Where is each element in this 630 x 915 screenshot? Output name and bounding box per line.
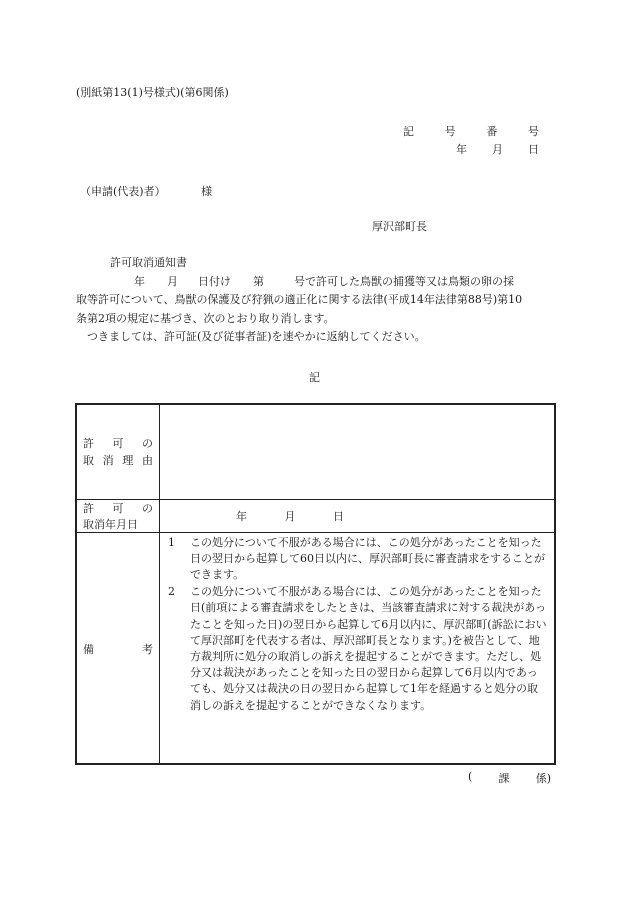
form-reference: (別紙第13(1)号様式)(第6関係)	[76, 86, 229, 99]
notice-body	[76, 254, 554, 347]
record-ban: 番	[486, 125, 498, 138]
issue-date-line	[456, 141, 539, 157]
reason-label: 許 可 の 取 消 理 由	[76, 404, 160, 499]
body-line-1: 年 月 日付け 第 号で許可した鳥獣の捕獲等又は鳥類の卵の採	[134, 274, 514, 288]
applicant-label: （申請(代表)者）	[80, 185, 166, 198]
applicant-line	[80, 183, 212, 199]
issuer-name: 厚沢部町長	[372, 220, 427, 233]
record-number-line	[403, 123, 539, 139]
notice-title: 許可取消通知書	[110, 256, 187, 269]
ki-heading: 記	[309, 371, 320, 384]
note-item: 1 この処分について不服がある場合には、この処分があったことを知った日の翌日から起算して60日以内に、厚沢部町長に審査請求をすることができます。	[168, 535, 545, 581]
cancel-date-row	[76, 499, 555, 532]
record-go: 号	[444, 125, 456, 138]
record-ki: 記	[403, 125, 414, 138]
body-line-2: 取等許可について、鳥獣の保護及び狩猟の適正化に関する法律(平成14年法律第88号)第10	[76, 293, 523, 306]
body-line-3: 条第2項の規定に基づき、次のとおり取り消します。	[76, 311, 335, 325]
cancel-date-label: 許 可 の 取消年月日	[76, 499, 160, 532]
record-go2: 号	[527, 125, 539, 138]
remarks-row	[76, 532, 555, 764]
remarks-label: 備 考	[76, 532, 160, 764]
date-year: 年	[456, 143, 467, 156]
details-table	[75, 403, 556, 765]
applicant-sama: 様	[201, 185, 213, 198]
section-footer: ( 課 係)	[468, 770, 551, 785]
date-month: 月	[492, 143, 503, 156]
reason-row	[76, 404, 555, 499]
date-day: 日	[528, 143, 539, 156]
remarks-notes	[160, 532, 556, 764]
reason-value[interactable]	[160, 404, 556, 499]
cancel-date-value[interactable]: 年 月 日	[160, 499, 556, 532]
body-line-4: つきましては、許可証(及び従事者証)を速やかに返納してください。	[87, 330, 426, 343]
note-item: 2 この処分について不服がある場合には、この処分があったことを知った日(前項による審査請求をしたときは、当該審査請求に対する裁決があったことを知った日)の翌日から起算して6月以内に、厚沢部町(訴訟において厚沢部町を代表する者は、厚沢部町長となります。)を被告として、地方裁判所に処分の取消しの訴えを提起することができます。ただし、処分又は裁決があったことを知った日の翌日から起算して6月以内であっても、処分又は裁決の日の翌日から起算して1年を経過すると処分の取消しの訴えを提起することができなくなります。	[168, 585, 547, 712]
